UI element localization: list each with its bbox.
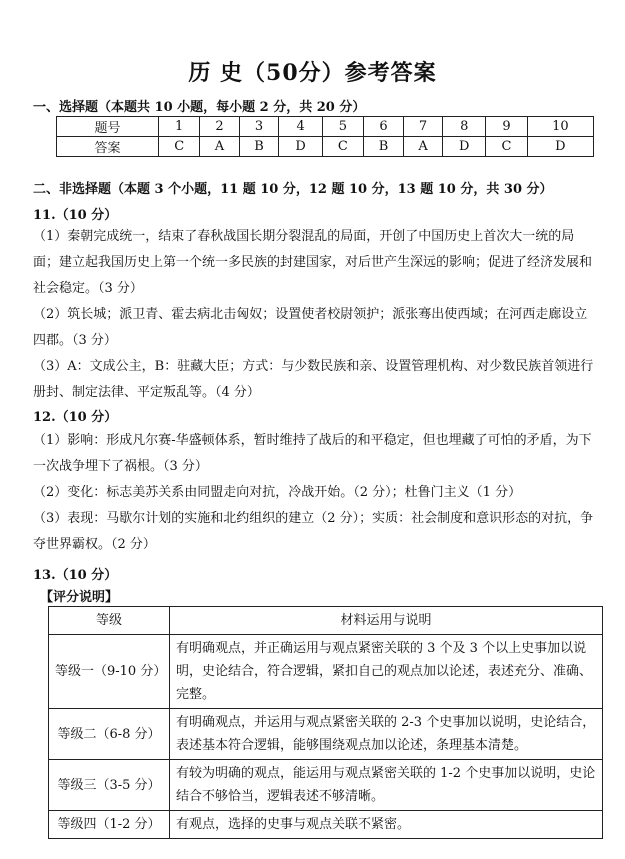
question-number: 3 bbox=[239, 117, 279, 137]
question-number: 6 bbox=[364, 117, 404, 137]
q11-part2: （2）筑长城；派卫青、霍去病北击匈奴；设置使者校尉领护；派张骞出使西域；在河西走廊设立四郡。（3 分） bbox=[33, 307, 588, 348]
rubric-desc: 有观点，选择的史事与观点关联不紧密。 bbox=[170, 811, 603, 839]
question-number: 1 bbox=[159, 117, 200, 137]
question-number: 9 bbox=[486, 117, 527, 137]
answer-cell: A bbox=[403, 137, 442, 157]
answer-cell: B bbox=[239, 137, 279, 157]
answer-cell: D bbox=[443, 137, 486, 157]
rubric-header-row bbox=[49, 607, 603, 635]
section1-heading: 一、选择题（本题共 10 小题，每小题 2 分，共 20 分） bbox=[33, 100, 366, 115]
q12-part1: （1）影响：形成凡尔赛-华盛顿体系，暂时维持了战后的和平稳定，但也埋藏了可怕的矛盾，为下一次战争埋下了祸根。（3 分） bbox=[33, 433, 592, 474]
rubric-table bbox=[48, 606, 603, 839]
q13-number: 13.（10 分） bbox=[33, 568, 118, 583]
rubric-row bbox=[49, 811, 603, 839]
question-number: 7 bbox=[403, 117, 442, 137]
question-number: 2 bbox=[200, 117, 239, 137]
rubric-title: 【评分说明】 bbox=[40, 590, 119, 605]
q11-part3: （3）A：文成公主，B：驻藏大臣；方式：与少数民族和亲、设置管理机构、对少数民族首领进行册封、制定法律、平定叛乱等。（4 分） bbox=[33, 359, 594, 400]
q12-answer bbox=[33, 428, 599, 558]
answer-cell: D bbox=[527, 137, 593, 157]
section2-heading: 二、非选择题（本题 3 个小题，11 题 10 分，12 题 10 分，13 题 10 分，共 30 分） bbox=[33, 182, 553, 197]
row-label-question: 题号 bbox=[57, 117, 159, 137]
q12-number: 12.（10 分） bbox=[33, 410, 118, 425]
question-number: 10 bbox=[527, 117, 593, 137]
answer-cell: D bbox=[279, 137, 322, 157]
question-number: 5 bbox=[322, 117, 363, 137]
question-number-row bbox=[57, 117, 594, 137]
q11-answer bbox=[33, 224, 599, 406]
q11-number: 11.（10 分） bbox=[33, 208, 118, 223]
rubric-desc: 有明确观点，并运用与观点紧密关联的 2-3 个史事加以说明，史论结合，表述基本符合逻辑，能够围绕观点加以论述，条理基本清楚。 bbox=[170, 709, 603, 760]
q12-part2: （2）变化：标志美苏关系由同盟走向对抗，冷战开始。（2 分）；杜鲁门主义（1 分） bbox=[33, 485, 522, 500]
q12-part3: （3）表现：马歇尔计划的实施和北约组织的建立（2 分）；实质：社会制度和意识形态的对抗，争夺世界霸权。（2 分） bbox=[33, 511, 594, 552]
q11-part1: （1）秦朝完成统一，结束了春秋战国长期分裂混乱的局面，开创了中国历史上首次大一统的局面；建立起我国历史上第一个统一多民族的封建国家，对后世产生深远的影响；促进了经济发展和社会稳定。（3 分） bbox=[33, 229, 593, 296]
answer-table bbox=[56, 116, 594, 157]
answer-cell: C bbox=[486, 137, 527, 157]
rubric-level: 等级三（3-5 分） bbox=[49, 760, 170, 811]
answer-row bbox=[57, 137, 594, 157]
rubric-row bbox=[49, 709, 603, 760]
rubric-level: 等级二（6-8 分） bbox=[49, 709, 170, 760]
answer-cell: A bbox=[200, 137, 239, 157]
rubric-desc: 有明确观点，并正确运用与观点紧密关联的 3 个及 3 个以上史事加以说明，史论结合，符合逻辑，紧扣自己的观点加以论述，表述充分、准确、完整。 bbox=[170, 635, 603, 709]
rubric-header-level: 等级 bbox=[49, 607, 170, 635]
rubric-level: 等级一（9-10 分） bbox=[49, 635, 170, 709]
rubric-desc: 有较为明确的观点，能运用与观点紧密关联的 1-2 个史事加以说明，史论结合不够恰当，逻辑表述不够清晰。 bbox=[170, 760, 603, 811]
rubric-row bbox=[49, 635, 603, 709]
answer-cell: C bbox=[322, 137, 363, 157]
answer-cell: C bbox=[159, 137, 200, 157]
question-number: 4 bbox=[279, 117, 322, 137]
rubric-level: 等级四（1-2 分） bbox=[49, 811, 170, 839]
answer-cell: B bbox=[364, 137, 404, 157]
row-label-answer: 答案 bbox=[57, 137, 159, 157]
page-title: 历 史（50分）参考答案 bbox=[188, 60, 437, 86]
rubric-header-desc: 材料运用与说明 bbox=[170, 607, 603, 635]
rubric-row bbox=[49, 760, 603, 811]
question-number: 8 bbox=[443, 117, 486, 137]
